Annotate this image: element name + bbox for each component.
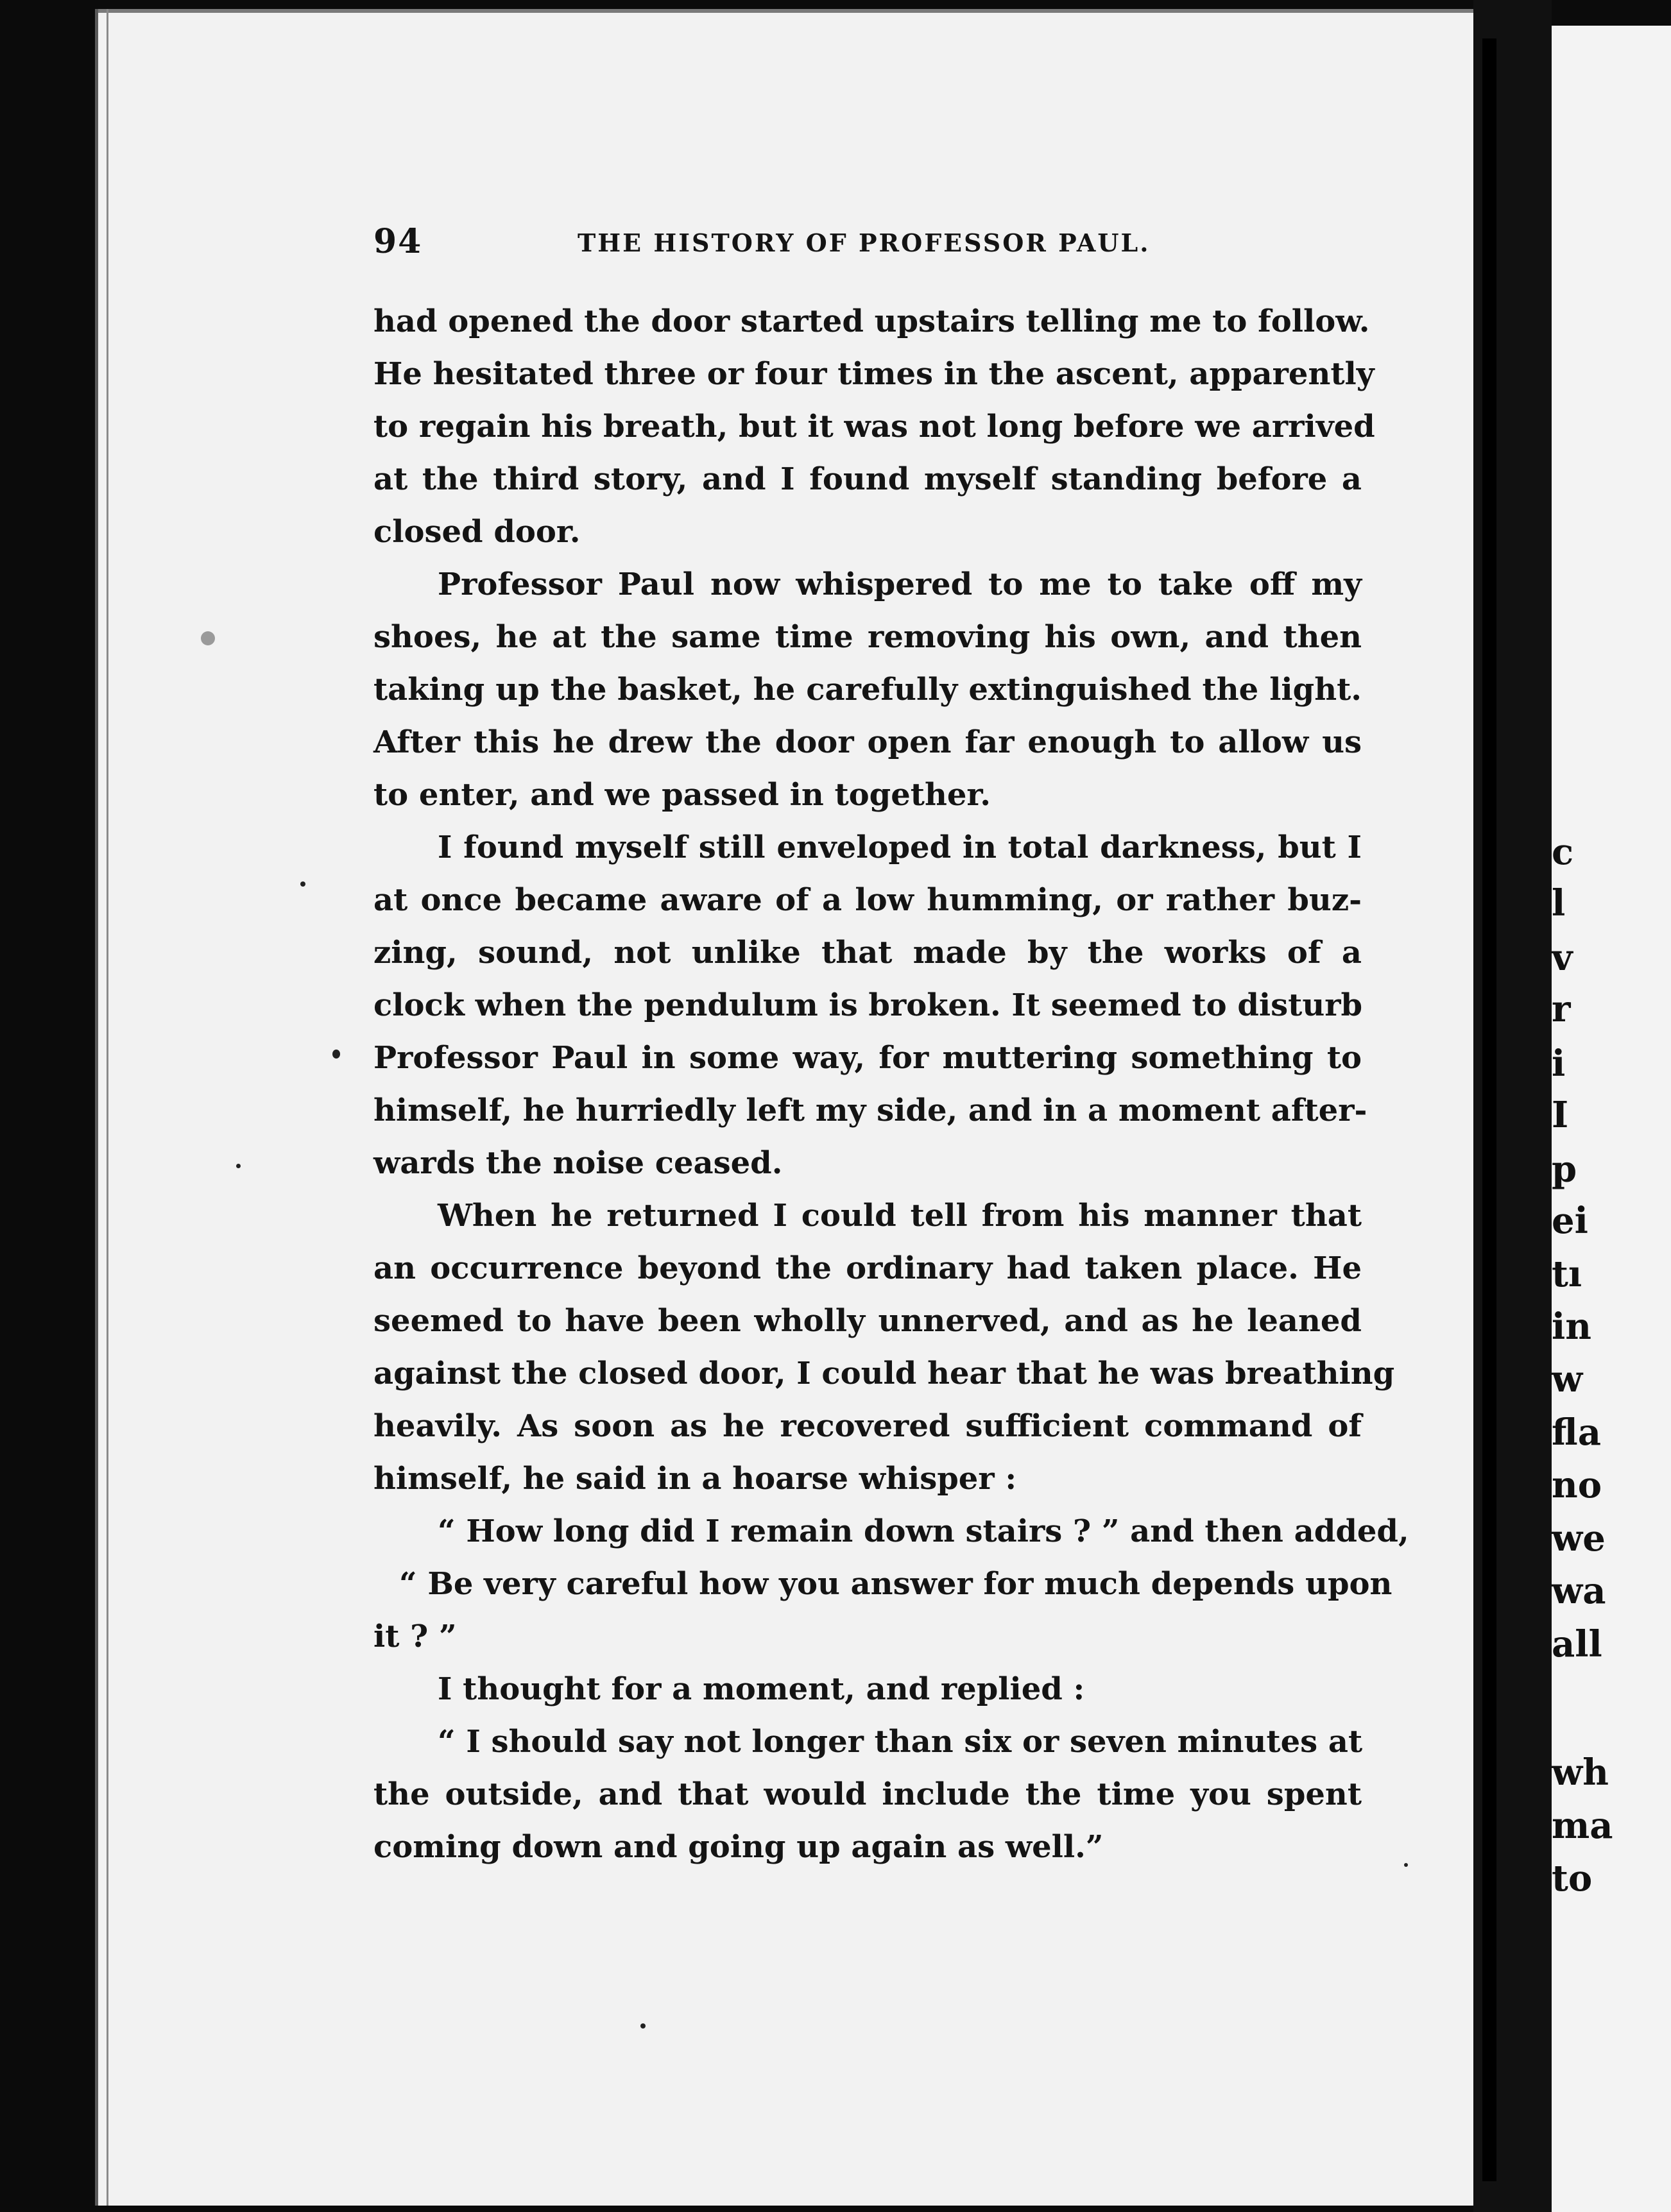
page-number: 94 [373, 222, 423, 261]
page-top-edge [95, 9, 1473, 13]
text-line: When he returned I could tell from his manner that [438, 1198, 1362, 1234]
page-left-edge-inner [107, 9, 108, 2206]
facing-page-fragment: c [1552, 831, 1574, 873]
facing-page-fragment: I [1552, 1094, 1569, 1136]
text-line: I thought for a moment, and replied : [438, 1671, 1085, 1707]
running-head-title: THE HISTORY OF PROFESSOR PAUL. [578, 228, 1151, 257]
facing-page-fragment: ei [1552, 1200, 1588, 1242]
text-line: “ I should say not longer than six or seven minutes at [438, 1724, 1363, 1760]
facing-page-fragment: l [1552, 882, 1566, 924]
text-line: Professor Paul in some way, for muttering something to [373, 1040, 1362, 1076]
text-line: closed door. [373, 514, 581, 550]
text-column [373, 216, 1409, 1865]
page-left-edge [95, 9, 98, 2206]
gutter-shadow [1482, 38, 1496, 2181]
facing-page-fragment: r [1552, 988, 1571, 1030]
facing-page-fragment: wh [1552, 1751, 1609, 1794]
text-line: He hesitated three or four times in the ascent, apparently [373, 356, 1375, 392]
text-line: at once became aware of a low humming, or rather buz- [373, 882, 1362, 918]
body-text [373, 295, 1409, 1873]
text-line: an occurrence beyond the ordinary had taken place. He [373, 1250, 1362, 1286]
facing-page-fragment: tı [1552, 1253, 1582, 1295]
text-line: had opened the door started upstairs telling me to follow. [373, 303, 1370, 339]
text-line: wards the noise ceased. [373, 1145, 783, 1181]
text-line: to enter, and we passed in together. [373, 777, 991, 813]
facing-page-fragment: p [1552, 1148, 1577, 1191]
facing-page-fragment: in [1552, 1306, 1591, 1348]
text-line: himself, he said in a hoarse whisper : [373, 1461, 1017, 1497]
book-gutter [1473, 0, 1552, 2212]
running-head [373, 216, 1362, 267]
text-line: against the closed door, I could hear that he was breathing [373, 1356, 1395, 1391]
text-line: himself, he hurriedly left my side, and in a moment after- [373, 1093, 1367, 1128]
text-line: After this he drew the door open far enough to allow us [373, 724, 1362, 760]
text-line: the outside, and that would include the time you spent [373, 1776, 1362, 1812]
text-line: I found myself still enveloped in total darkness, but I [438, 830, 1362, 865]
facing-page-fragment: i [1552, 1042, 1566, 1085]
facing-page-fragment: v [1552, 937, 1573, 979]
facing-page-fragment: ma [1552, 1805, 1613, 1847]
text-line: zing, sound, not unlike that made by the works of a [373, 935, 1362, 971]
text-line: Professor Paul now whispered to me to take off my [438, 566, 1362, 602]
text-line: at the third story, and I found myself standing before a [373, 461, 1362, 497]
facing-page-fragment: wa [1552, 1570, 1606, 1612]
facing-page-fragment: fla [1552, 1411, 1601, 1454]
text-line: seemed to have been wholly unnerved, and as he leaned [373, 1303, 1362, 1339]
facing-page-edge [1552, 26, 1671, 2212]
text-line: to regain his breath, but it was not long before we arrived [373, 409, 1375, 445]
text-line: heavily. As soon as he recovered sufficient command of [373, 1408, 1362, 1444]
facing-page-fragment: to [1552, 1857, 1593, 1900]
text-line: it ? ” [373, 1619, 457, 1655]
facing-page-fragment: no [1552, 1464, 1602, 1506]
text-line: taking up the basket, he carefully extinguished the light. [373, 672, 1362, 708]
text-line: coming down and going up again as well.” [373, 1829, 1104, 1865]
text-line: “ Be very careful how you answer for much depends upon [399, 1566, 1392, 1602]
text-line: clock when the pendulum is broken. It seemed to disturb [373, 987, 1363, 1023]
facing-page-fragment: we [1552, 1517, 1606, 1560]
text-line: “ How long did I remain down stairs ? ” and then added, [438, 1513, 1409, 1549]
facing-page-fragment: all [1552, 1623, 1602, 1665]
facing-page-fragment: w [1552, 1358, 1583, 1400]
text-line: shoes, he at the same time removing his own, and then [373, 619, 1362, 655]
